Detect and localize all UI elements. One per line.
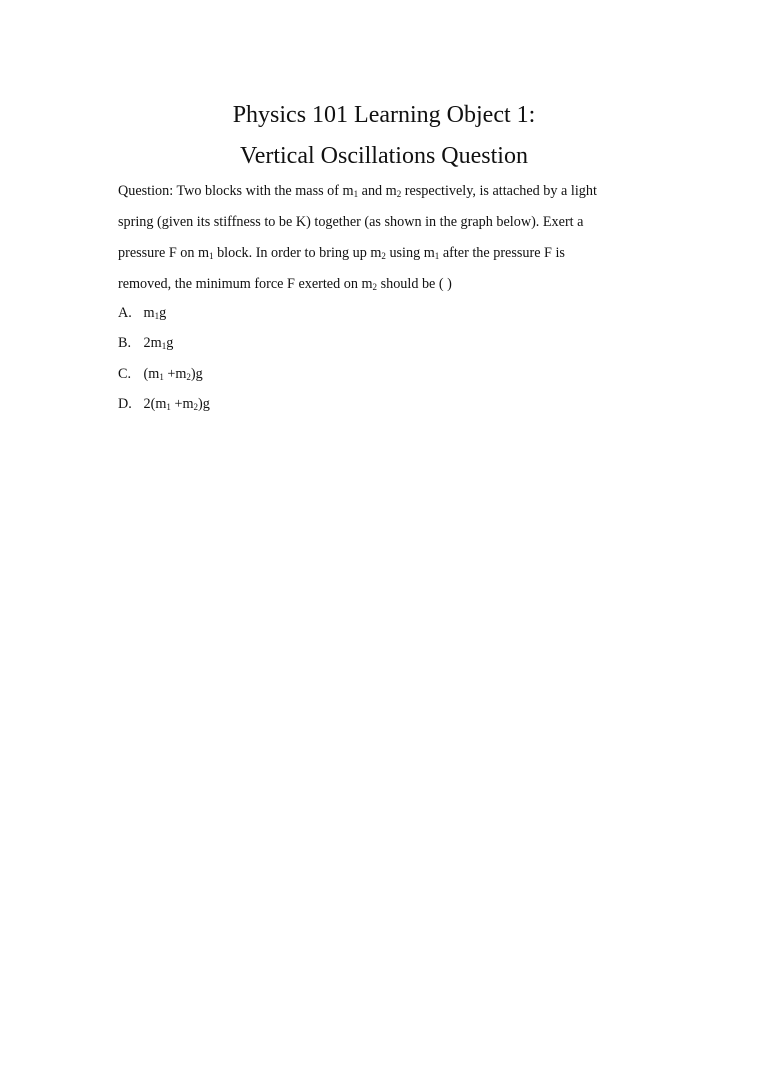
question-line-2: spring (given its stiffness to be K) together (as shown in the graph below). Exert a bbox=[118, 214, 584, 230]
question-line-4: removed, the minimum force F exerted on $m_2$ should be ( ) bbox=[118, 276, 452, 292]
page-title-line-2: Vertical Oscillations Question bbox=[240, 143, 528, 169]
question-line-3: pressure F on $m_1$ block. In order to bring up $m_2$ using $m_1$ after the pressure F is bbox=[118, 245, 565, 261]
page-title-line-1: Physics 101 Learning Object 1: bbox=[232, 102, 536, 128]
option-d: D. $2(m_1 +m_2)g$ bbox=[118, 396, 210, 412]
option-b: B. $2m_1g$ bbox=[118, 335, 174, 351]
option-c: C. $(m_1 +m_2)g$ bbox=[118, 366, 203, 382]
option-a: A. $m_1g$ bbox=[118, 305, 167, 321]
question-line-1: Question: Two blocks with the mass of $m_1$ and $m_2$ respectively, is attached by a light bbox=[118, 183, 597, 199]
